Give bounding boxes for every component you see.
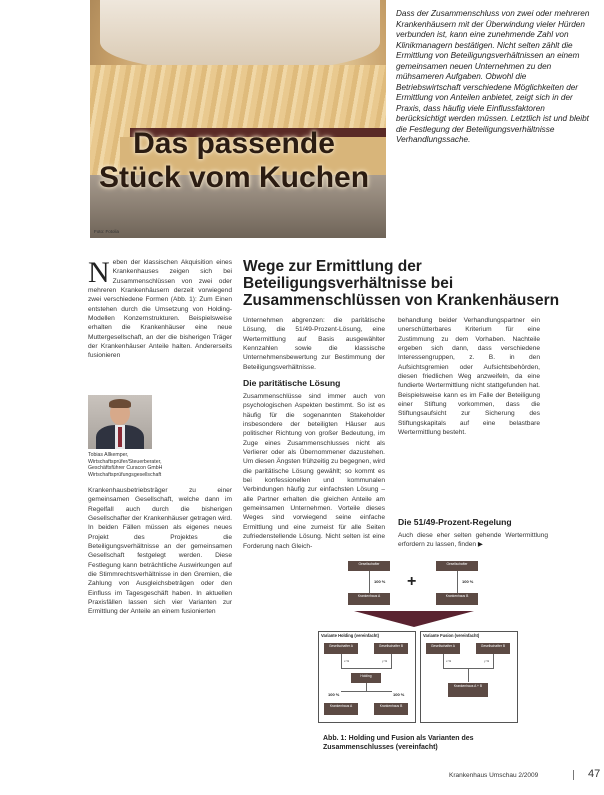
fig-line-top-left bbox=[369, 571, 370, 593]
footer-journal: Krankenhaus Umschau 2/2009 bbox=[449, 772, 539, 779]
fig-line-h4 bbox=[366, 683, 367, 691]
column-3-para-1: behandlung beider Verhandlungspartner ein unerschütterbares Kriterium für eine Zustimmung zu dem Vorhaben. Nachteile ergeben sich dann, dass verschiedene Interessengruppen, z. B. in den Aufsichtsgremien oder Aufsichtsbehörden, diesen friedlichen Weg anzweifeln, da eine fundierte Wertermittlung nicht stattgefunden hat. Beispielsweise kann es im Falle der Beteiligung einer Stiftung vorkommen, dass die Stiftungsaufsicht zur Sicherung des Stiftungskapitals auf eine belastbare Wertermittlung besteht. bbox=[398, 317, 540, 437]
fig-fusion-ges-a: Gesellschafter A bbox=[426, 643, 460, 654]
fig-top-gesellschafter-right: Gesellschafter bbox=[436, 561, 478, 571]
column-2-para-2: Zusammenschlüsse sind immer auch von psychologischen Aspekten bestimmt. So ist es häufig für die sogenannten Stakeholder insbesondere der beteiligten Häuser aus politischer Richtung von großer Bedeutung, im Zuge eines Zusammenschlusses nicht als Verlierer oder als Übernommener dazustehen. Um diesen Ängsten frühzeitig zu begegnen, wird die paritätische Lösung gewählt; so kommt es bei konfessionellen und kommunalen Verbindungen häufig zur einfachsten Lösung – alle Partner erhalten die gleichen Anteile am gemeinsamen Unternehmen. Vorteile dieses Weges sind vorwiegend seine einfache Ermittlung und eine zumeist für alle Seiten zufriedenstellende Lösung. Nicht selten ist eine Forderung nach Gleich- bbox=[243, 393, 385, 550]
fig-line-f4 bbox=[468, 668, 469, 682]
column-1-bottom-text: Krankenhausbetriebsträger zu einer gemeinsamen Gesellschaft, welche dann im Regelfall auch durch die bisherigen Gesellschafter der Krankenhäuser getragen wird. In beiden Fällen müssen als eigenes neues Projekt des Projektes die Beteiligungsverhältnisse an der gemeinsamen Gesellschaft festgelegt werden. Diese Festlegung kann beträchtliche Auswirkungen auf die Stimmrechtsverhältnisse in den Gremien, die Zahlung von Ausgleichsbeträgen oder den Einfluss im Tagesgeschäft haben. In aktuellen Praxisfällen lassen sich vier Varianten zur Ermittlung der Anteile an einem fusionierten bbox=[88, 487, 232, 616]
fig-line-h2 bbox=[391, 654, 392, 668]
fig-holding-y: y % bbox=[382, 659, 388, 663]
fig-holding-ges-a: Gesellschafter A bbox=[324, 643, 358, 654]
fig-fusion-x: x % bbox=[446, 659, 452, 663]
dropcap: N bbox=[88, 256, 110, 289]
hero-photo bbox=[90, 0, 386, 238]
fig-label-fusion: Variante Fusion (vereinfacht) bbox=[423, 633, 480, 638]
author-name: Tobias Allkemper, bbox=[88, 452, 129, 458]
fig-top-gesellschafter-left: Gesellschafter bbox=[348, 561, 390, 571]
fig-down-arrow bbox=[354, 611, 474, 627]
fig-fusion-kh: Krankenhaus A + B bbox=[448, 683, 488, 697]
fig-holding-ges-b: Gesellschafter B bbox=[374, 643, 408, 654]
fig-label-holding: Variante Holding (vereinfacht) bbox=[321, 633, 380, 638]
figure-1-diagram bbox=[318, 553, 518, 725]
subhead-paritaetische-loesung: Die paritätische Lösung bbox=[243, 378, 341, 388]
fig-holding-box: Holding bbox=[351, 673, 381, 683]
article-headline: Wege zur Ermittlung der Beteiligungsverhältnisse bei Zusammenschlüssen von Krankenhäusern bbox=[243, 258, 560, 309]
fig-line-h5 bbox=[341, 691, 392, 692]
hero-title bbox=[96, 127, 372, 195]
fig-line-h1 bbox=[341, 654, 342, 668]
author-role: Wirtschaftsprüfer/Steuerberater, bbox=[88, 458, 162, 465]
portrait-caption bbox=[88, 452, 180, 478]
author-portrait bbox=[88, 395, 152, 449]
column-2-para-1: Unternehmen abgrenzen: die paritätische Lösung, die 51/49-Prozent-Lösung, eine Wertermittlung auf Basis ausgewählter Kennzahlen sowie die klassische Unternehmensbewertung zur Bestimmung der Beteiligungsverhältnisse. bbox=[243, 317, 385, 371]
fig-fusion-y: y % bbox=[484, 659, 490, 663]
column-1-top bbox=[88, 258, 232, 361]
column-3-para-2 bbox=[398, 531, 548, 550]
column-1-top-text: eben der klassischen Akquisition eines Krankenhauses zeigen sich bei Zusammenschlüssen von zwei oder mehreren Krankenhäusern derzeit vorwiegend zwei verschiedene Formen (Abb. 1): Zum Einen entstehen durch die Umsetzung von Holding-Modellen Konzernstrukturen. Beispielsweise erhalten die Krankenhäuser eine neue Muttergesellschaft, an der die bisherigen Träger der Krankenhäuser Anteile halten. Andererseits fusionieren bbox=[88, 259, 232, 360]
fig-mid-krankenhaus-b: Krankenhaus B bbox=[436, 593, 478, 605]
continue-arrow-icon: ▶ bbox=[477, 541, 483, 549]
author-company: Geschäftsführer Curacon GmbH bbox=[88, 465, 163, 472]
subhead-51-49-regelung: Die 51/49-Prozent-Regelung bbox=[398, 517, 512, 527]
photo-credit: Foto: Fotolia bbox=[94, 229, 120, 234]
portrait-hair bbox=[109, 399, 131, 408]
column-3 bbox=[398, 316, 540, 437]
portrait-tie bbox=[118, 427, 122, 447]
fig-holding-x: x % bbox=[344, 659, 350, 663]
page-number: 47 bbox=[588, 768, 601, 780]
fig-line-f1 bbox=[443, 654, 444, 668]
hero-title-line1: Das passende bbox=[133, 127, 335, 160]
column-2-body bbox=[243, 392, 385, 552]
footer-divider bbox=[573, 770, 574, 780]
fig-holding-pct-1: 100 % bbox=[328, 692, 340, 697]
intro-text: Dass der Zusammenschluss von zwei oder mehreren Krankenhäusern mit der Überwindung vieler Hürden verbunden ist, kann eine zunehmende Zahl von Klinikmanagern bestätigen. Nicht selten zählt die Ermittlung von Beteiligungsverhältnissen an einem gemeinsamen neuen Unternehmen zu den mühsameren Aufgaben. Obwohl die Betriebswirtschaft verschiedene Möglichkeiten der Ermittlung von Anteilen anbietet, zeigt sich in der Praxis, dass häufig viele Einflussfaktoren berücksichtigt werden müssen. Letztlich ist und bleibt die Festlegung der Beteiligungsverhältnisse Verhandlungssache. bbox=[396, 9, 590, 144]
fig-holding-kh-a: Krankenhaus A bbox=[324, 703, 358, 715]
fig-line-h3 bbox=[341, 668, 392, 669]
fig-pct-top-left: 100 % bbox=[374, 579, 386, 584]
fig-fusion-ges-b: Gesellschafter B bbox=[476, 643, 510, 654]
cake-top bbox=[100, 0, 380, 70]
column-3-para-2-text: Auch diese eher selten gehende Wertermittlung erfordern zu lassen, finden bbox=[398, 532, 548, 549]
fig-mid-krankenhaus-a: Krankenhaus A bbox=[348, 593, 390, 605]
fig-line-top-right bbox=[457, 571, 458, 593]
hero-title-line2: Stück vom Kuchen bbox=[98, 161, 370, 194]
fig-pct-top-right: 100 % bbox=[462, 579, 474, 584]
column-2 bbox=[243, 316, 385, 372]
fig-holding-kh-b: Krankenhaus B bbox=[374, 703, 408, 715]
column-3-body bbox=[398, 531, 548, 550]
figure-1-caption: Abb. 1: Holding und Fusion als Varianten des Zusammenschlusses (vereinfacht) bbox=[323, 735, 474, 751]
fig-plus-sign: + bbox=[407, 573, 417, 590]
fig-holding-pct-2: 100 % bbox=[393, 692, 405, 697]
author-company-2: Wirtschaftsprüfungsgesellschaft bbox=[88, 471, 162, 478]
column-1-bottom bbox=[88, 486, 232, 617]
fig-line-f2 bbox=[493, 654, 494, 668]
